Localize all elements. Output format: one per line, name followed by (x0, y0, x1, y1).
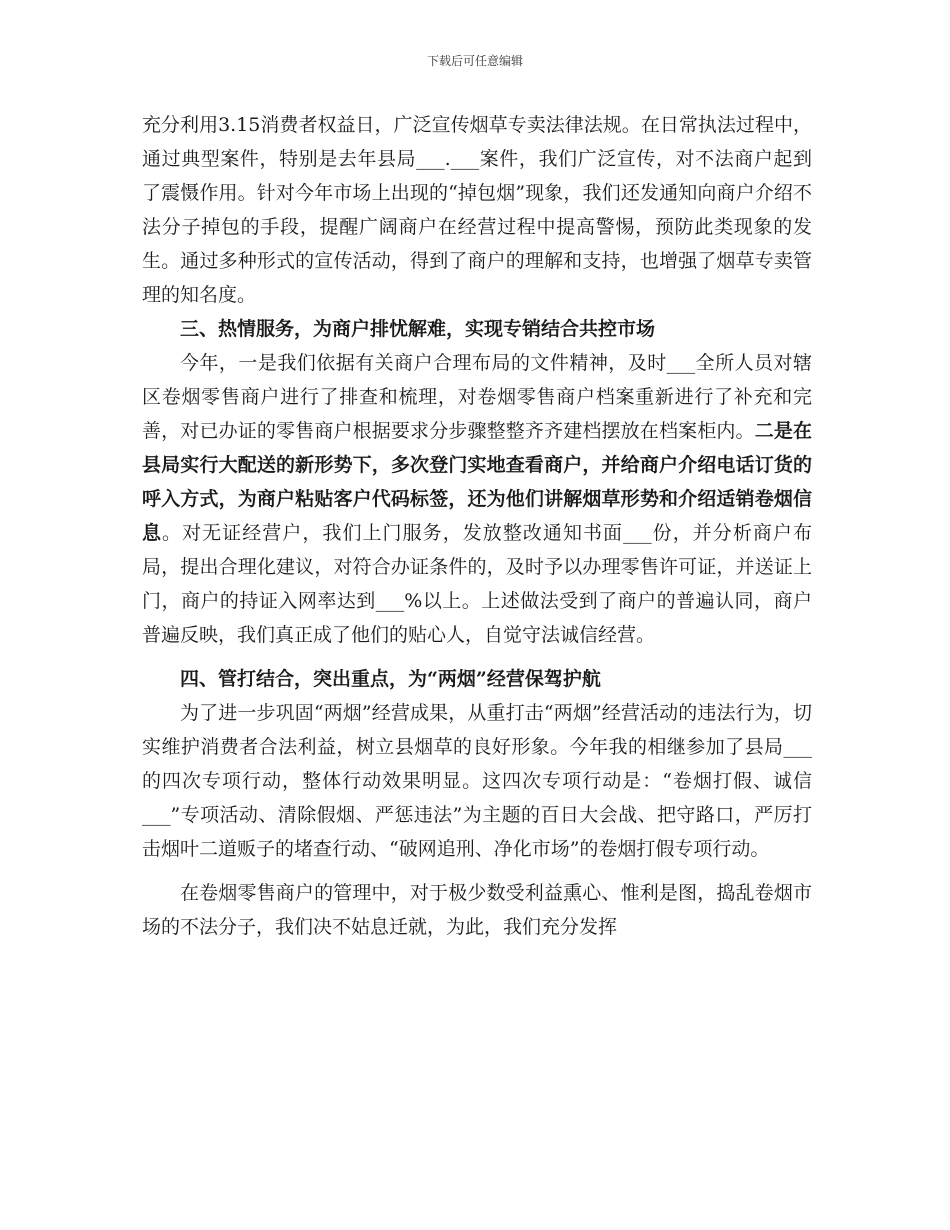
paragraph-service-part2: 。对无证经营户，我们上门服务，发放整改通知书面___份，并分析商户布局，提出合理化建议，对符合办证条件的，及时予以办理零售许可证，并送证上门，商户的持证入网率达到___%以上。上述做法受到了商户的普遍认同，商户普遍反映，我们真正成了他们的贴心人，自觉守法诚信经营。 (142, 522, 812, 646)
paragraph-service-part1: 今年，一是我们依据有关商户合理布局的文件精神，及时___全所人员对辖区卷烟零售商户进行了排查和梳理，对卷烟零售商户档案重新进行了补充和完善，对已办证的零售商户根据要求分步骤整整齐齐建档摆放在档案柜内。 (142, 352, 812, 442)
section-heading-4: 四、管打结合，突出重点，为“两烟”经营保驾护航 (180, 668, 601, 690)
section-heading-3: 三、热情服务，为商户排忧解难，实现专销结合共控市场 (180, 318, 656, 340)
paragraph-service-bold: 二是在县局实行大配送的新形势下，多次登门实地查看商户，并给商户介绍电话订货的呼入方式，为商户粘贴客户代码标签，还为他们讲解烟草形势和介绍适销卷烟信息 (142, 420, 812, 544)
document-body (142, 108, 812, 944)
paragraph-crackdown: 为了进一步巩固“两烟”经营成果，从重打击“两烟”经营活动的违法行为，切实维护消费者合法利益，树立县烟草的良好形象。今年我的相继参加了县局___的四次专项行动，整体行动效果明显。这四次专项行动是：“卷烟打假、诚信___”专项活动、清除假烟、严惩违法”为主题的百日大会战、把守路口，严厉打击烟叶二道贩子的堵查行动、“破网追刑、净化市场”的卷烟打假专项行动。 (142, 702, 812, 860)
page-header: 下载后可任意编辑 (426, 54, 523, 68)
paragraph-service (142, 346, 812, 652)
paragraph-management: 在卷烟零售商户的管理中，对于极少数受利益熏心、惟利是图，捣乱卷烟市场的不法分子，我们决不姑息迁就，为此，我们充分发挥 (142, 882, 812, 938)
paragraph-publicity: 充分利用3.15消费者权益日，广泛宣传烟草专卖法律法规。在日常执法过程中，通过典型案件，特别是去年县局___.___案件，我们广泛宣传，对不法商户起到了震慑作用。针对今年市场上出现的“掉包烟”现象，我们还发通知向商户介绍不法分子掉包的手段，提醒广阔商户在经营过程中提高警惕，预防此类现象的发生。通过多种形式的宣传活动，得到了商户的理解和支持，也增强了烟草专卖管理的知名度。 (142, 114, 812, 306)
